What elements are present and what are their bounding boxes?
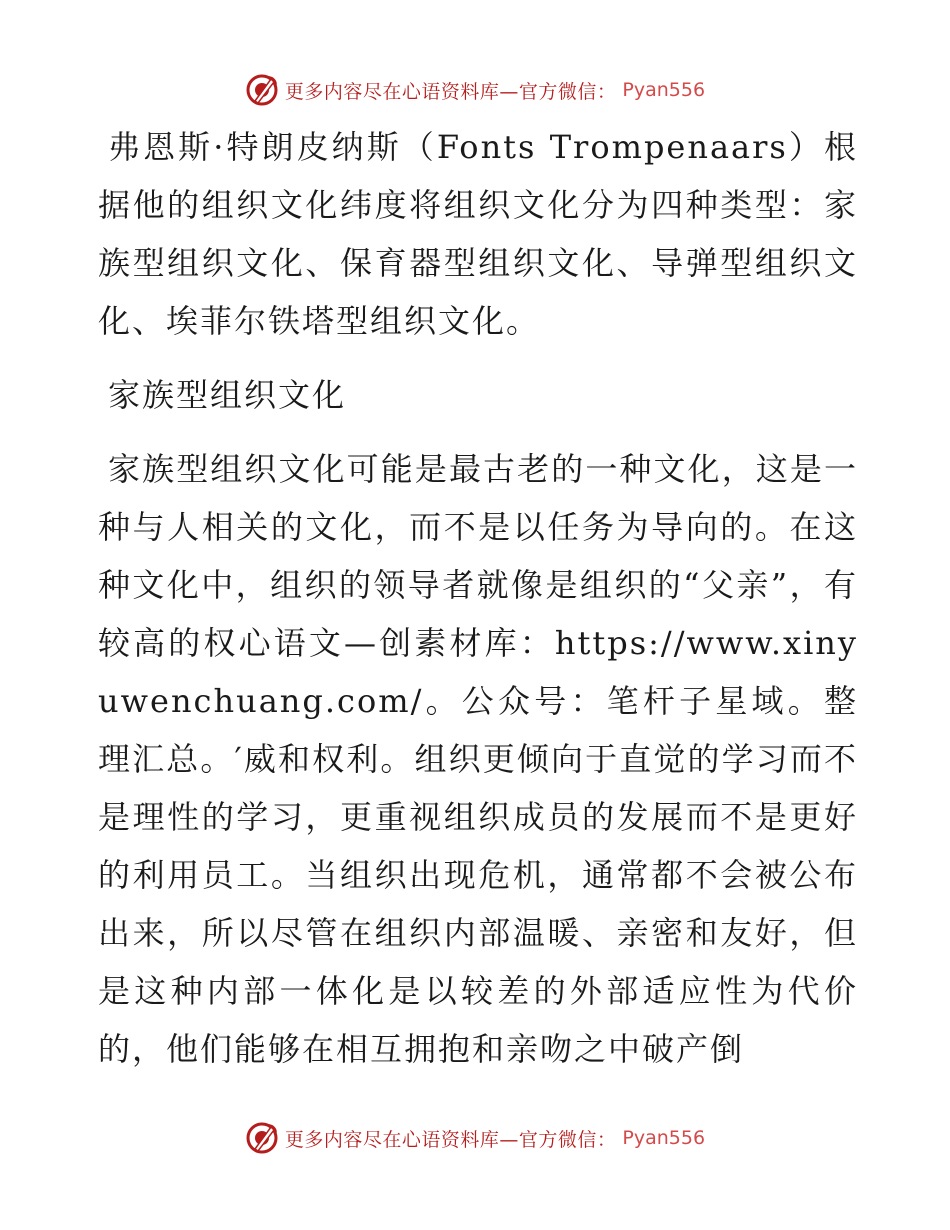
footer-banner-text: 更多内容尽在心语资料库—官方微信：: [284, 1128, 617, 1151]
body-paragraph: 家族型组织文化可能是最古老的一种文化，这是一种与人相关的文化，而不是以任务为导向的。在这种文化中，组织的领导者就像是组织的“父亲”，有较高的权心语文—创素材库：https://www.xinyuwenchuang.com/。公众号：笔杆子星域。整理汇总。′威和权利。组织更倾向于直觉的学习而不是理性的学习，更重视组织成员的发展而不是更好的利用员工。当组织出现危机，通常都不会被公布出来，所以尽管在组织内部温暖、亲密和友好，但是这种内部一体化是以较差的外部适应性为代价的，他们能够在相互拥抱和亲吻之中破产倒: [98, 450, 858, 1068]
header-banner-inner: [245, 73, 705, 107]
footer-banner: [0, 1118, 950, 1158]
quill-logo-icon: [245, 73, 279, 107]
header-banner-text: 更多内容尽在心语资料库—官方微信：: [284, 80, 617, 103]
header-banner: [0, 70, 950, 110]
header-banner-wechat: Pyan556: [622, 79, 706, 101]
quill-logo-icon: [245, 1121, 279, 1155]
document-body: [98, 118, 858, 1078]
section-heading: 家族型组织文化: [108, 376, 347, 414]
footer-banner-inner: [245, 1121, 705, 1155]
footer-banner-wechat: Pyan556: [622, 1127, 706, 1149]
intro-paragraph: 弗恩斯·特朗皮纳斯（Fonts Trompenaars）根据他的组织文化纬度将组织文化分为四种类型：家族型组织文化、保育器型组织文化、导弹型组织文化、埃菲尔铁塔型组织文化。: [98, 128, 858, 340]
